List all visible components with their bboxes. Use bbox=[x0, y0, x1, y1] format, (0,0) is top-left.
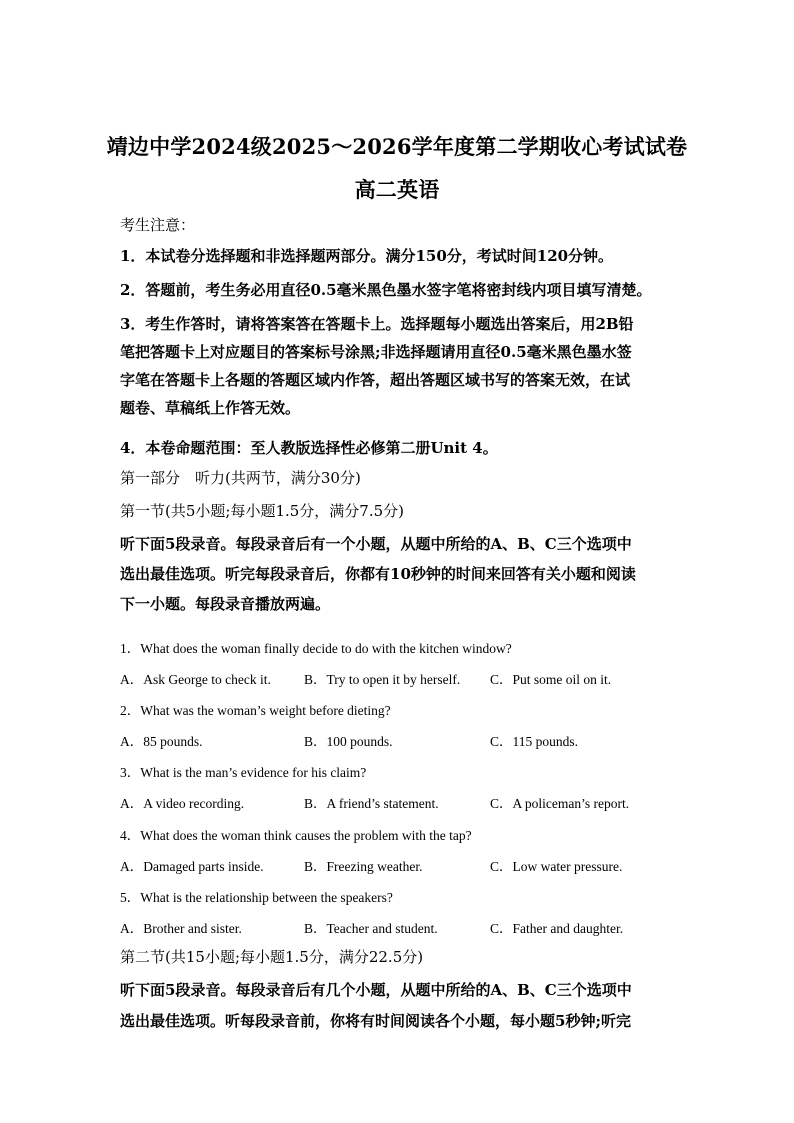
notice-item: 1．本试卷分选择题和非选择题两部分。满分150分，考试时间120分钟。 bbox=[120, 247, 614, 265]
section-two-heading: 第二节(共15小题;每小题1.5分，满分22.5分) bbox=[120, 948, 424, 966]
question-stem: 4．What does the woman think causes the problem with the tap? bbox=[120, 828, 472, 843]
option-a: A．A video recording. bbox=[120, 796, 245, 811]
section-one-instruction: 选出最佳选项。听完每段录音后，你都有10秒钟的时间来回答有关小题和阅读 bbox=[120, 565, 636, 583]
exam-subtitle: 高二英语 bbox=[354, 177, 440, 202]
option-b: B．A friend’s statement. bbox=[304, 796, 439, 811]
notice-item-continued: 题卷、草稿纸上作答无效。 bbox=[120, 399, 301, 417]
section-two-instruction: 听下面5段录音。每段录音后有几个小题，从题中所给的A、B、C三个选项中 bbox=[120, 981, 632, 999]
option-c: C．Father and daughter. bbox=[490, 921, 624, 936]
notice-heading: 考生注意： bbox=[120, 216, 196, 234]
notice-item-continued: 笔把答题卡上对应题目的答案标号涂黑;非选择题请用直径0.5毫米黑色墨水签 bbox=[120, 343, 632, 361]
question-stem: 3．What is the man’s evidence for his claim? bbox=[120, 765, 367, 780]
option-b: B．100 pounds. bbox=[304, 734, 393, 749]
notice-item-continued: 字笔在答题卡上各题的答题区域内作答，超出答题区域书写的答案无效，在试 bbox=[120, 371, 631, 389]
option-c: C．115 pounds. bbox=[490, 734, 579, 749]
option-c: C．Low water pressure. bbox=[490, 859, 623, 874]
section-one-heading: 第一节(共5小题;每小题1.5分，满分7.5分) bbox=[120, 502, 405, 520]
option-a: A．Ask George to check it. bbox=[120, 672, 271, 687]
question-stem: 2．What was the woman’s weight before dieting? bbox=[120, 703, 391, 718]
notice-item: 3．考生作答时，请将答案答在答题卡上。选择题每小题选出答案后，用2B铅 bbox=[120, 315, 634, 333]
section-one-instruction: 听下面5段录音。每段录音后有一个小题，从题中所给的A、B、C三个选项中 bbox=[120, 535, 632, 553]
option-b: B．Freezing weather. bbox=[304, 859, 423, 874]
notice-item: 4．本卷命题范围：至人教版选择性必修第二册Unit 4。 bbox=[120, 439, 498, 457]
option-c: C．Put some oil on it. bbox=[490, 672, 612, 687]
notice-item: 2．答题前，考生务必用直径0.5毫米黑色墨水签字笔将密封线内项目填写清楚。 bbox=[120, 281, 652, 299]
option-b: B．Teacher and student. bbox=[304, 921, 438, 936]
option-a: A．Brother and sister. bbox=[120, 921, 242, 936]
option-c: C．A policeman’s report. bbox=[490, 796, 630, 811]
question-stem: 5．What is the relationship between the speakers? bbox=[120, 890, 393, 905]
exam-title: 靖边中学2024级2025～2026学年度第二学期收心考试试卷 bbox=[106, 134, 688, 159]
option-b: B．Try to open it by herself. bbox=[304, 672, 461, 687]
option-a: A．85 pounds. bbox=[120, 734, 203, 749]
part-one-heading: 第一部分 听力(共两节，满分30分) bbox=[120, 469, 361, 487]
question-stem: 1．What does the woman finally decide to do with the kitchen window? bbox=[120, 641, 512, 656]
section-one-instruction: 下一小题。每段录音播放两遍。 bbox=[120, 595, 331, 613]
section-two-instruction: 选出最佳选项。听每段录音前，你将有时间阅读各个小题，每小题5秒钟;听完 bbox=[120, 1012, 631, 1030]
option-a: A．Damaged parts inside. bbox=[120, 859, 264, 874]
